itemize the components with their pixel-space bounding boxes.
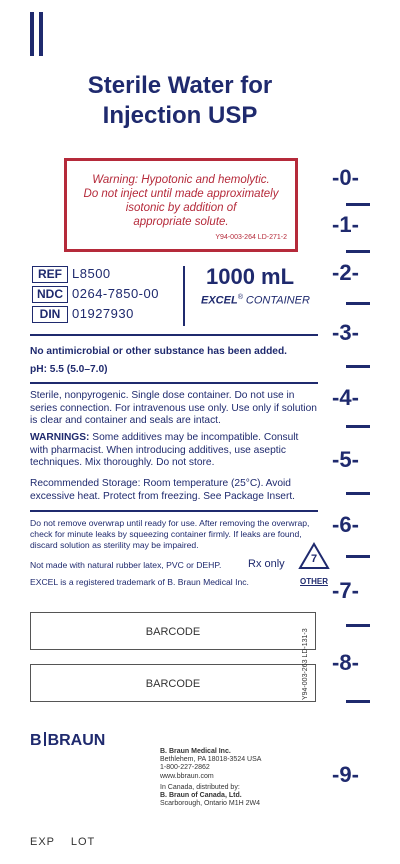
warning-line-1: Warning: Hypotonic and hemolytic. xyxy=(92,174,270,186)
barcode-2: BARCODE xyxy=(30,664,316,702)
company-phone: 1-800-227-2862 xyxy=(160,764,210,772)
product-title-line2: Injection USP xyxy=(102,102,258,129)
divider-2 xyxy=(30,382,318,384)
scale-label-0: -0- xyxy=(332,165,359,190)
side-code: Y94-003-263 LD-131-3 xyxy=(302,628,309,700)
canada-city: Scarborough, Ontario M1H 2W4 xyxy=(160,800,260,808)
product-title-line1: Sterile Water for xyxy=(87,72,273,99)
company-name: B. Braun Medical Inc. xyxy=(160,748,231,755)
warning-line-4: appropriate solute. xyxy=(133,216,229,228)
din-value: 01927930 xyxy=(72,306,134,321)
canada-intro: In Canada, distributed by: xyxy=(160,783,240,791)
ph-value: pH: 5.5 (5.0–7.0) xyxy=(30,364,108,375)
company-city: Bethlehem, PA 18018-3524 USA xyxy=(160,756,262,764)
manufacturer-address xyxy=(160,748,320,808)
ref-label: REF xyxy=(32,266,68,283)
lot-label: LOT xyxy=(70,836,96,848)
warnings-label: WARNINGS: xyxy=(30,432,90,443)
no-antimicrobial: No antimicrobial or other substance has been added. xyxy=(30,346,288,357)
latex-statement: Not made with natural rubber latex, PVC or DEHP. xyxy=(30,560,222,570)
scale-tick xyxy=(346,555,370,558)
din-label: DIN xyxy=(32,306,68,323)
canada-company: B. Braun of Canada, Ltd. xyxy=(160,792,242,800)
overwrap-instructions: Do not remove overwrap until ready for use. After removing the overwrap, check for minute leaks by squeezing container firmly. If leaks are found, discard solution as sterility may be impaired. xyxy=(30,518,310,550)
scale-tick xyxy=(346,624,370,627)
scale-tick xyxy=(346,250,370,253)
scale-tick xyxy=(346,365,370,368)
scale-tick xyxy=(346,700,370,703)
scale-label-8: -8- xyxy=(332,650,359,675)
scale-label-2: -2- xyxy=(332,260,359,285)
warning-code: Y94-003-264 LD-271-2 xyxy=(215,234,287,241)
recycle-icon xyxy=(298,542,330,584)
registered-mark: ® xyxy=(237,294,243,301)
warnings-paragraph xyxy=(30,432,318,470)
bbraun-logo xyxy=(30,732,105,750)
divider-3 xyxy=(30,510,318,512)
recycle-label: OTHER xyxy=(300,577,328,586)
scale-label-9: -9- xyxy=(332,762,359,787)
recycle-number: 7 xyxy=(310,553,318,565)
scale-tick xyxy=(346,203,370,206)
scale-label-5: -5- xyxy=(332,447,359,472)
top-mark-left xyxy=(30,12,34,56)
scale-label-4: -4- xyxy=(332,385,359,410)
logo-name: BRAUN xyxy=(47,732,106,749)
scale-label-3: -3- xyxy=(332,320,359,345)
trademark-notice: EXCEL is a registered trademark of B. Braun Medical Inc. xyxy=(30,577,249,587)
logo-b: B xyxy=(30,732,42,749)
ref-value: L8500 xyxy=(72,266,111,281)
company-web: www.bbraun.com xyxy=(160,772,214,780)
top-mark-right xyxy=(39,12,43,56)
warnings-text: Some additives may be incompatible. Consult with pharmacist. When introducing additives, use aseptic techniques. Mix thoroughly. Do not store. xyxy=(30,432,299,468)
scale-label-7: -7- xyxy=(332,578,359,603)
storage-paragraph: Recommended Storage: Room temperature (25°C). Avoid excessive heat. Protect from freezing. See Package Insert. xyxy=(30,478,296,502)
scale-label-1: -1- xyxy=(332,212,359,237)
hemolytic-warning-box xyxy=(64,158,298,252)
ndc-label: NDC xyxy=(32,286,68,303)
warning-line-3: isotonic by addition of xyxy=(125,202,237,214)
scale-tick xyxy=(346,302,370,305)
exp-lot xyxy=(30,836,95,848)
usage-paragraph: Sterile, nonpyrogenic. Single dose container. Do not use in series connection. For intravenous use only. Use only if solution is clear and container and seals are intact. xyxy=(30,390,317,426)
scale-tick xyxy=(346,425,370,428)
barcode-1: BARCODE xyxy=(30,612,316,650)
scale-tick xyxy=(346,492,370,495)
warning-line-2: Do not inject until made approximately xyxy=(83,188,279,200)
exp-label: EXP xyxy=(30,836,55,848)
codes-divider xyxy=(183,266,185,326)
excel-brand: EXCEL xyxy=(201,294,238,307)
rx-only: Rx only xyxy=(248,558,285,570)
ndc-value: 0264-7850-00 xyxy=(72,286,159,301)
container-word: CONTAINER xyxy=(245,294,310,307)
volume: 1000 mL xyxy=(206,264,295,289)
divider-1 xyxy=(30,334,318,336)
scale-label-6: -6- xyxy=(332,512,359,537)
container-type xyxy=(201,294,310,307)
